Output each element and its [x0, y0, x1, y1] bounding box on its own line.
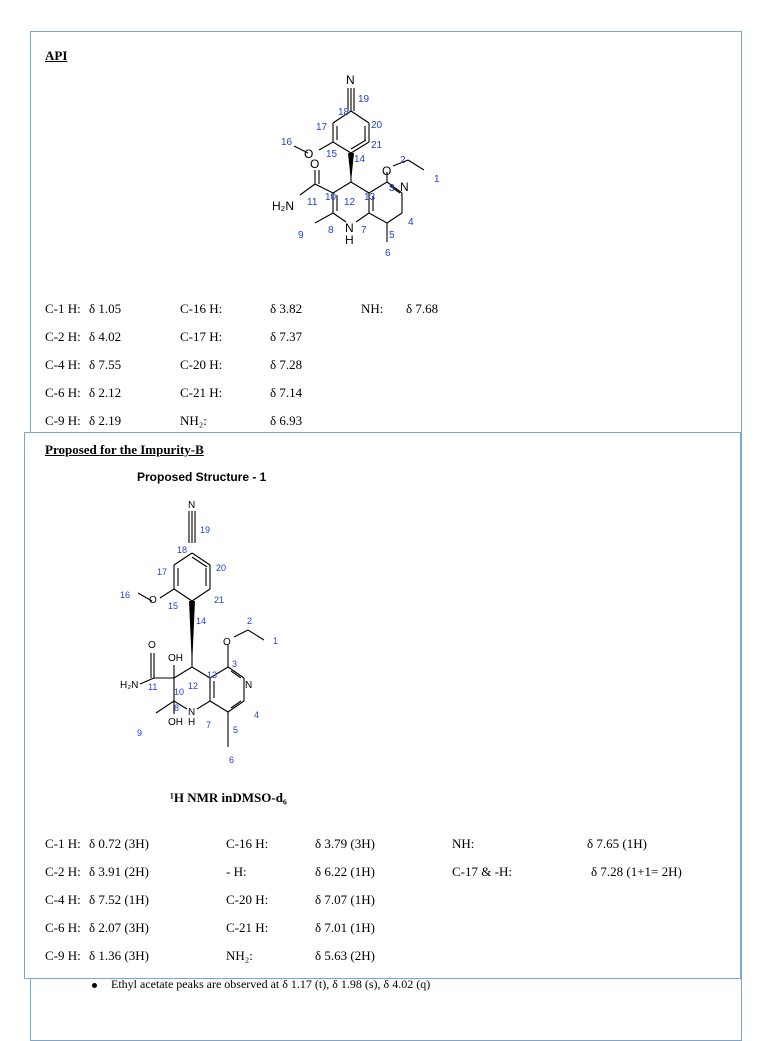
api-row-value: δ 3.82	[270, 301, 303, 316]
api-row-label: C-9 H:	[45, 413, 81, 428]
api-num-1: 1	[434, 174, 440, 185]
api-atom-o-carbonyl: O	[310, 157, 320, 171]
imp-atom-nh-n: N	[188, 707, 196, 718]
imp-row-label: C-6 H:	[45, 920, 81, 935]
api-row-value: δ 7.68	[406, 301, 439, 316]
imp-num-2: 2	[247, 616, 253, 626]
api-num-6: 6	[385, 248, 391, 259]
imp-num-3: 3	[232, 659, 238, 669]
imp-num-13: 13	[207, 670, 218, 680]
api-row-label: C-1 H:	[45, 301, 81, 316]
imp-num-10: 10	[174, 687, 185, 697]
imp-row-value: δ 3.91 (2H)	[89, 864, 149, 879]
imp-atom-o-carbonyl: O	[148, 640, 156, 651]
imp-num-20: 20	[216, 563, 227, 573]
imp-num-18: 18	[177, 545, 188, 555]
impurity-molecule-structure	[110, 495, 330, 775]
imp-row-value: δ 3.79 (3H)	[315, 836, 375, 851]
imp-row-value: δ 7.28 (1+1= 2H)	[591, 864, 682, 879]
api-row-value: δ 1.05	[89, 301, 122, 316]
imp-row-value: δ 7.07 (1H)	[315, 892, 375, 907]
api-num-13: 13	[364, 192, 376, 203]
api-atom-nh-n: N	[345, 221, 354, 235]
imp-row-value: δ 5.63 (2H)	[315, 948, 375, 963]
api-row-value: δ 2.19	[89, 413, 122, 428]
imp-row-label: NH₂:	[226, 948, 253, 963]
imp-row-value: δ 2.07 (3H)	[89, 920, 149, 935]
api-row-label: NH:	[361, 301, 384, 316]
structure-caption: Proposed Structure - 1	[137, 470, 267, 484]
imp-num-9: 9	[137, 728, 143, 738]
api-atom-o-ethoxy: O	[382, 164, 392, 178]
api-num-7: 7	[361, 225, 367, 236]
api-heading: API	[45, 48, 68, 63]
impurity-heading: Proposed for the Impurity-B	[45, 442, 204, 457]
api-atom-o-methoxy: O	[304, 147, 314, 161]
imp-atom-nh-h: H	[188, 717, 196, 728]
imp-num-6: 6	[229, 755, 235, 765]
imp-row-value: δ 1.36 (3H)	[89, 948, 149, 963]
api-row-label: C-6 H:	[45, 385, 81, 400]
api-num-19: 19	[358, 94, 370, 105]
api-num-8: 8	[328, 225, 334, 236]
imp-num-11: 11	[148, 682, 158, 692]
imp-atom-o-ethoxy: O	[223, 637, 231, 648]
imp-atom-amide: H₂N	[120, 680, 139, 691]
imp-row-label: C-4 H:	[45, 892, 81, 907]
api-row-label: C-21 H:	[180, 385, 223, 400]
api-atom-amide: H₂N	[272, 199, 294, 213]
imp-row-label: C-9 H:	[45, 948, 81, 963]
imp-num-19: 19	[200, 525, 211, 535]
api-atom-n-top: N	[346, 73, 355, 87]
imp-row-value: δ 7.65 (1H)	[587, 836, 647, 851]
imp-num-14: 14	[196, 616, 207, 626]
ethyl-acetate-note-text: Ethyl acetate peaks are observed at δ 1.17 (t), δ 1.98 (s), δ 4.02 (q)	[111, 977, 431, 991]
api-row-value: δ 4.02	[89, 329, 122, 344]
imp-num-8: 8	[174, 703, 180, 713]
imp-num-12: 12	[188, 681, 199, 691]
imp-row-value: δ 7.52 (1H)	[89, 892, 149, 907]
imp-row-label: NH:	[452, 836, 475, 851]
imp-row-label: C-16 H:	[226, 836, 269, 851]
api-row-value: δ 7.37	[270, 329, 303, 344]
api-num-16: 16	[281, 137, 293, 148]
api-row-value: δ 6.93	[270, 413, 303, 428]
api-row-label: C-2 H:	[45, 329, 81, 344]
api-num-10: 10	[325, 192, 337, 203]
imp-num-4: 4	[254, 710, 260, 720]
api-num-2: 2	[400, 155, 406, 166]
api-num-4: 4	[408, 217, 414, 228]
api-num-5: 5	[389, 230, 395, 241]
api-row-label: C-20 H:	[180, 357, 223, 372]
api-row-value: δ 2.12	[89, 385, 122, 400]
imp-row-label: C-20 H:	[226, 892, 269, 907]
api-num-9: 9	[298, 230, 304, 241]
imp-num-15: 15	[168, 601, 179, 611]
api-num-15: 15	[326, 149, 338, 160]
imp-row-label: C-17 & -H:	[452, 864, 512, 879]
imp-num-1: 1	[273, 636, 279, 646]
imp-row-value: δ 6.22 (1H)	[315, 864, 375, 879]
api-row-label: C-4 H:	[45, 357, 81, 372]
imp-row-value: δ 0.72 (3H)	[89, 836, 149, 851]
imp-atom-n-top: N	[188, 500, 196, 511]
imp-num-16: 16	[120, 590, 131, 600]
imp-row-label: - H:	[226, 864, 247, 879]
api-atom-nh-h: H	[345, 233, 354, 247]
api-num-20: 20	[371, 120, 383, 131]
api-row-value: δ 7.28	[270, 357, 303, 372]
api-row-label: C-17 H:	[180, 329, 223, 344]
ethyl-acetate-note	[92, 977, 430, 992]
imp-num-21: 21	[214, 595, 225, 605]
imp-atom-oh-bottom: OH	[168, 717, 183, 728]
bullet-icon	[92, 983, 97, 988]
api-atom-n-ring: N	[400, 180, 409, 194]
imp-row-label: C-1 H:	[45, 836, 81, 851]
imp-num-7: 7	[206, 720, 212, 730]
api-num-17: 17	[316, 122, 328, 133]
imp-row-label: C-2 H:	[45, 864, 81, 879]
nmr-title: ¹H NMR inDMSO-d₆	[170, 790, 287, 805]
api-num-14: 14	[354, 154, 366, 165]
api-row-label: NH₂:	[180, 413, 207, 428]
api-num-18: 18	[338, 107, 350, 118]
api-num-3: 3	[389, 183, 395, 194]
api-num-21: 21	[371, 140, 383, 151]
api-num-11: 11	[307, 197, 318, 208]
api-row-label: C-16 H:	[180, 301, 223, 316]
imp-atom-n-ring: N	[245, 680, 253, 691]
imp-row-value: δ 7.01 (1H)	[315, 920, 375, 935]
imp-num-17: 17	[157, 567, 168, 577]
api-num-12: 12	[344, 197, 356, 208]
api-row-value: δ 7.55	[89, 357, 122, 372]
imp-row-label: C-21 H:	[226, 920, 269, 935]
api-molecule-structure	[258, 70, 458, 270]
imp-atom-o-methoxy: O	[149, 595, 157, 606]
imp-atom-oh-top: OH	[168, 653, 183, 664]
api-row-value: δ 7.14	[270, 385, 303, 400]
imp-num-5: 5	[233, 725, 239, 735]
